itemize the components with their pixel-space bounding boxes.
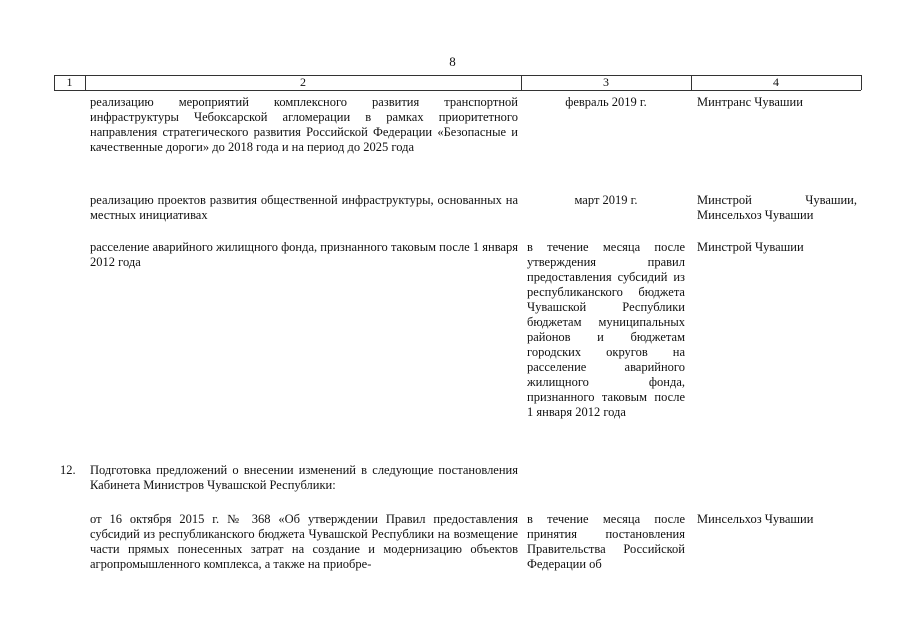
- table-header-bottom-border: [54, 90, 861, 91]
- row-12-number: 12.: [60, 463, 76, 477]
- row-5-responsible: Минсельхоз Чувашии: [697, 512, 814, 526]
- row-3-responsible: Минстрой Чувашии: [697, 240, 804, 254]
- row-1-description: реализацию мероприятий комплексного развития транспортной инфраструктуры Чебоксарской агломерации в рамках приоритетного направления стратегического развития Российской Федерации «Безопасные и качественные дороги» до 2018 года и на период до 2025 года: [90, 95, 518, 154]
- page-number: 8: [449, 54, 456, 69]
- column-header-4: 4: [773, 75, 779, 89]
- row-5-deadline: в течение месяца после принятия постановления Правительства Российской Федерации об: [527, 512, 685, 571]
- column-header-3: 3: [603, 75, 609, 89]
- row-2-deadline: март 2019 г.: [574, 193, 638, 207]
- row-2-responsible: Минстрой Чувашии, Минсельхоз Чувашии: [697, 193, 857, 222]
- row-1-responsible: Минтранс Чувашии: [697, 95, 803, 109]
- row-2-description: реализацию проектов развития общественной инфраструктуры, основанных на местных инициативах: [90, 193, 518, 222]
- row-3-deadline: в течение месяца после утверждения правил предоставления субсидий из республиканского бюджета Чувашской Республики бюджетам муниципальных районов и бюджетам городских округов на расселение аварийного жилищного фонда, признанного таковым после 1 января 2012 года: [527, 240, 685, 419]
- row-3-description: расселение аварийного жилищного фонда, признанного таковым после 1 января 2012 года: [90, 240, 518, 269]
- column-divider: [861, 75, 862, 90]
- row-5-description: от 16 октября 2015 г. № 368 «Об утверждении Правил предоставления субсидий из республиканского бюджета Чувашской Республики на возмещение части прямых понесенных затрат на создание и модернизацию объектов агропромышленного комплекса, а также на приобре-: [90, 512, 518, 571]
- row-12-description: Подготовка предложений о внесении изменений в следующие постановления Кабинета Министров Чувашской Республики:: [90, 463, 518, 492]
- column-header-1: 1: [66, 75, 73, 89]
- column-header-2: 2: [300, 75, 306, 89]
- row-1-deadline: февраль 2019 г.: [565, 95, 647, 109]
